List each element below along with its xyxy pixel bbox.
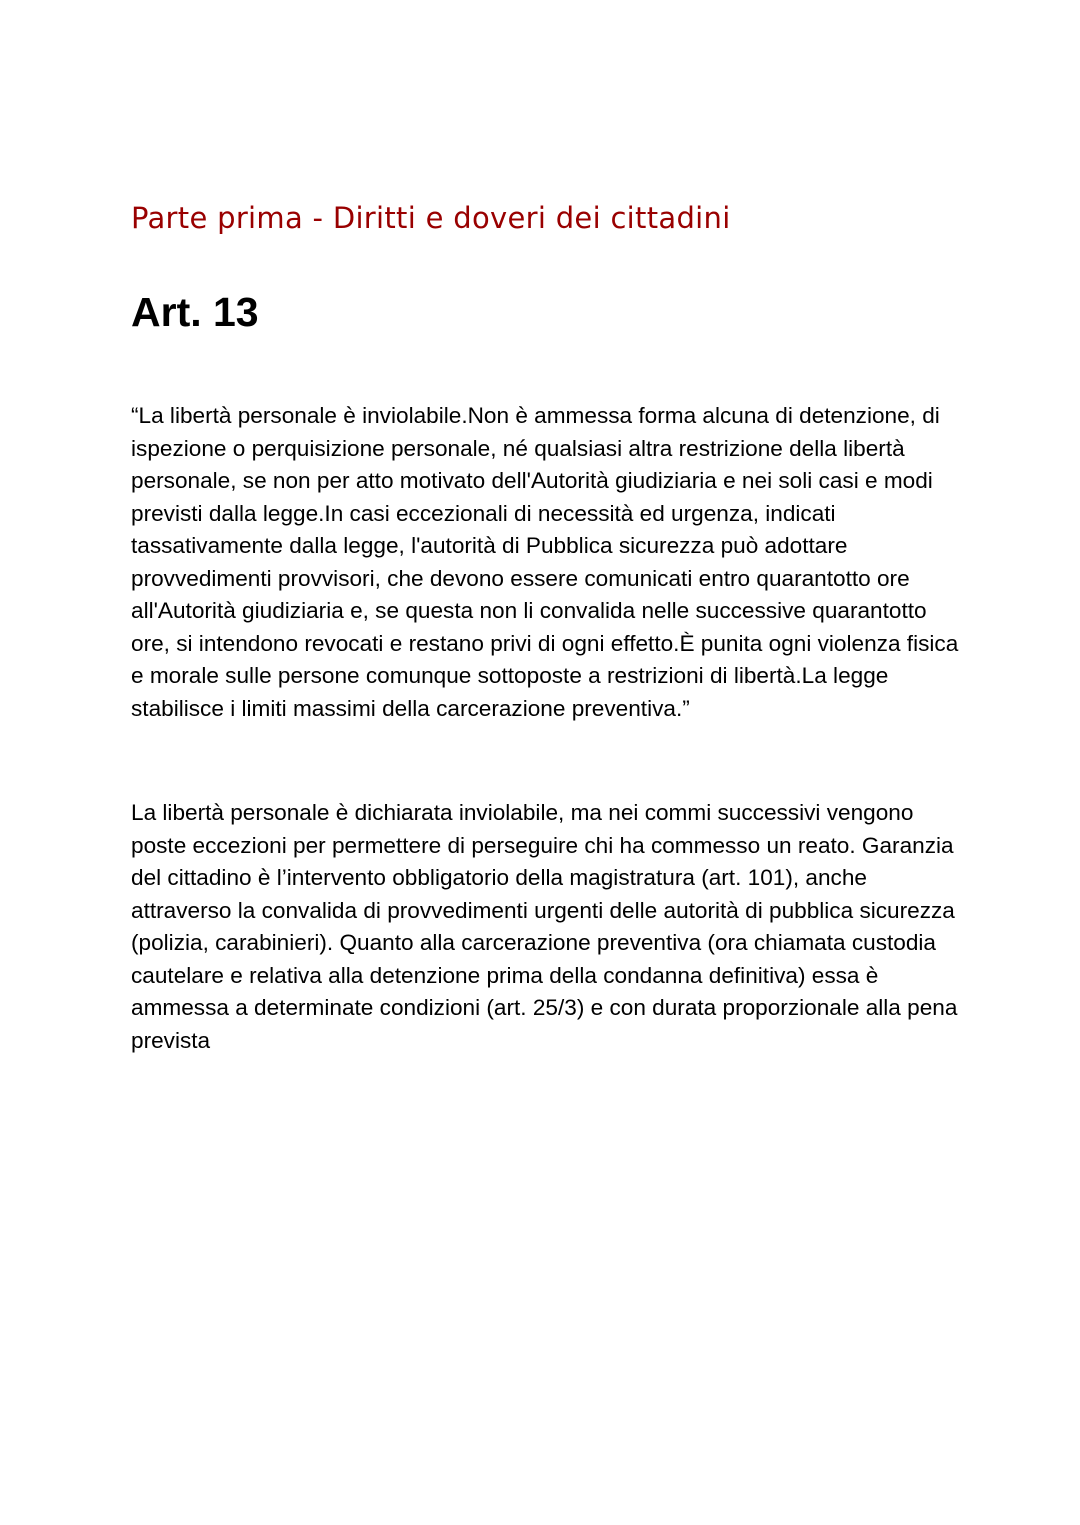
article-quote-text: “La libertà personale è inviolabile.Non è ammessa forma alcuna di detenzione, di ispezione o perquisizione personale, né qualsiasi altra restrizione della libertà personale, se non per atto motivato dell'Autorità giudiziaria e nei soli casi e modi previsti dalla legge.In casi eccezionali di necessità ed urgenza, indicati tassativamente dalla legge, l'autorità di Pubblica sicurezza può adottare provvedimenti provvisori, che devono essere comunicati entro quarantotto ore all'Autorità giudiziaria e, se questa non li convalida nelle successive quarantotto ore, si intendono revocati e restano privi di ogni effetto.È punita ogni violenza fisica e morale sulle persone comunque sottoposte a restrizioni di libertà.La legge stabilisce i limiti massimi della carcerazione preventiva.” <box>131 403 959 721</box>
article-heading: Art. 13 <box>131 289 259 335</box>
section-title: Parte prima - Diritti e doveri dei cittadini <box>131 201 731 235</box>
commentary-text: La libertà personale è dichiarata inviolabile, ma nei commi successivi vengono poste eccezioni per permettere di perseguire chi ha commesso un reato. Garanzia del cittadino è l’intervento obbligatorio della magistratura (art. 101), anche attraverso la convalida di provvedimenti urgenti delle autorità di pubblica sicurezza (polizia, carabinieri). Quanto alla carcerazione preventiva (ora chiamata custodia cautelare e relativa alla detenzione prima della condanna definitiva) essa è ammessa a determinate condizioni (art. 25/3) e con durata proporzionale alla pena prevista <box>131 800 958 1053</box>
